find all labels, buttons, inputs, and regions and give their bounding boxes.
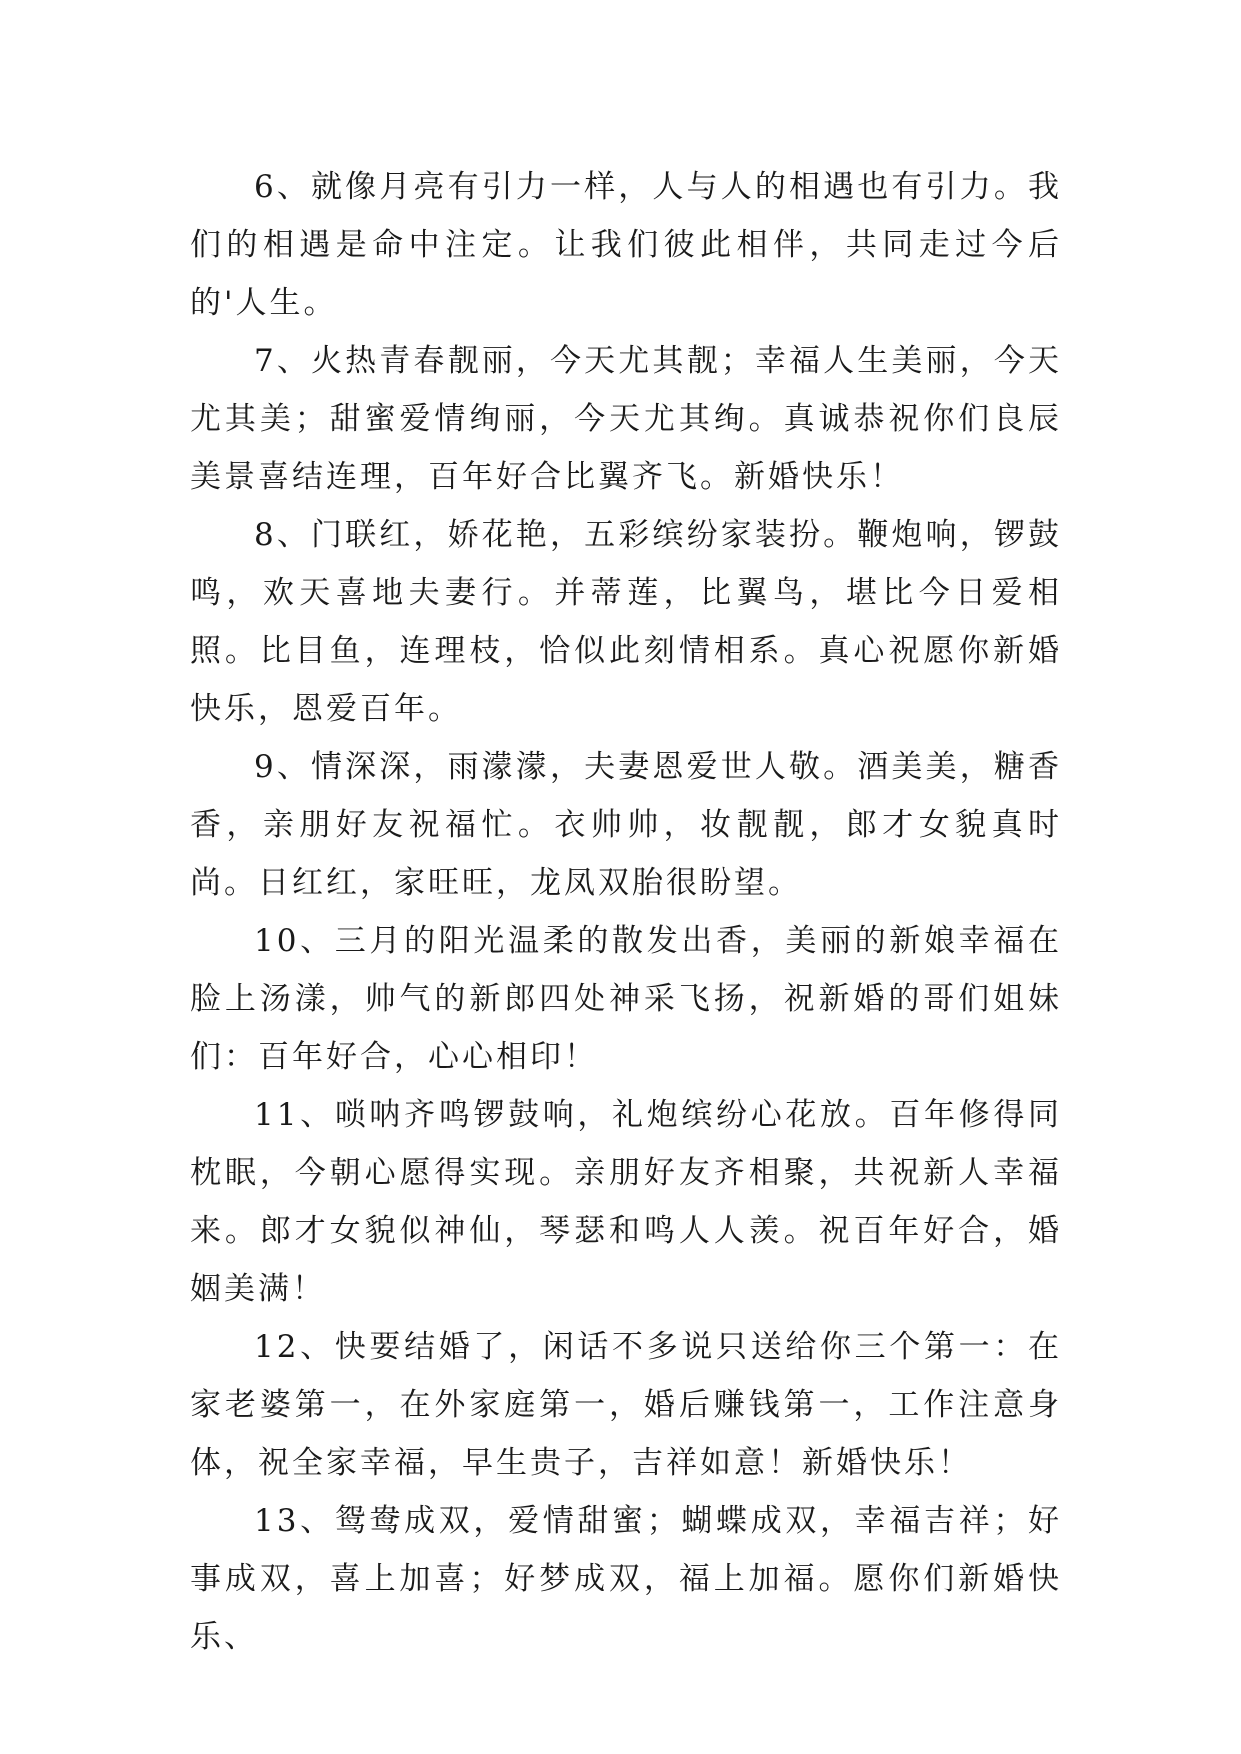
paragraph-7: 7、火热青春靓丽，今天尤其靓；幸福人生美丽，今天尤其美；甜蜜爱情绚丽，今天尤其绚。真诚恭祝你们良辰美景喜结连理，百年好合比翼齐飞。新婚快乐！ [190, 343, 1062, 495]
document-body [190, 158, 1062, 1666]
paragraph-12: 12、快要结婚了，闲话不多说只送给你三个第一：在家老婆第一，在外家庭第一，婚后赚钱第一，工作注意身体，祝全家幸福，早生贵子，吉祥如意！新婚快乐！ [190, 1329, 1062, 1481]
paragraph-6: 6、就像月亮有引力一样，人与人的相遇也有引力。我们的相遇是命中注定。让我们彼此相伴，共同走过今后的'人生。 [190, 169, 1062, 321]
paragraph-9: 9、情深深，雨濛濛，夫妻恩爱世人敬。酒美美，糖香香，亲朋好友祝福忙。衣帅帅，妆靓靓，郎才女貌真时尚。日红红，家旺旺，龙凤双胎很盼望。 [190, 749, 1062, 901]
paragraph-11: 11、唢呐齐鸣锣鼓响，礼炮缤纷心花放。百年修得同枕眠，今朝心愿得实现。亲朋好友齐相聚，共祝新人幸福来。郎才女貌似神仙，琴瑟和鸣人人羡。祝百年好合，婚姻美满！ [190, 1097, 1062, 1307]
paragraph-8: 8、门联红，娇花艳，五彩缤纷家装扮。鞭炮响，锣鼓鸣，欢天喜地夫妻行。并蒂莲，比翼鸟，堪比今日爱相照。比目鱼，连理枝，恰似此刻情相系。真心祝愿你新婚快乐，恩爱百年。 [190, 517, 1062, 727]
paragraph-10: 10、三月的阳光温柔的散发出香，美丽的新娘幸福在脸上汤漾，帅气的新郎四处神采飞扬，祝新婚的哥们姐妹们：百年好合，心心相印！ [190, 923, 1062, 1075]
paragraph-13: 13、鸳鸯成双，爱情甜蜜；蝴蝶成双，幸福吉祥；好事成双，喜上加喜；好梦成双，福上加福。愿你们新婚快乐、 [190, 1503, 1062, 1655]
